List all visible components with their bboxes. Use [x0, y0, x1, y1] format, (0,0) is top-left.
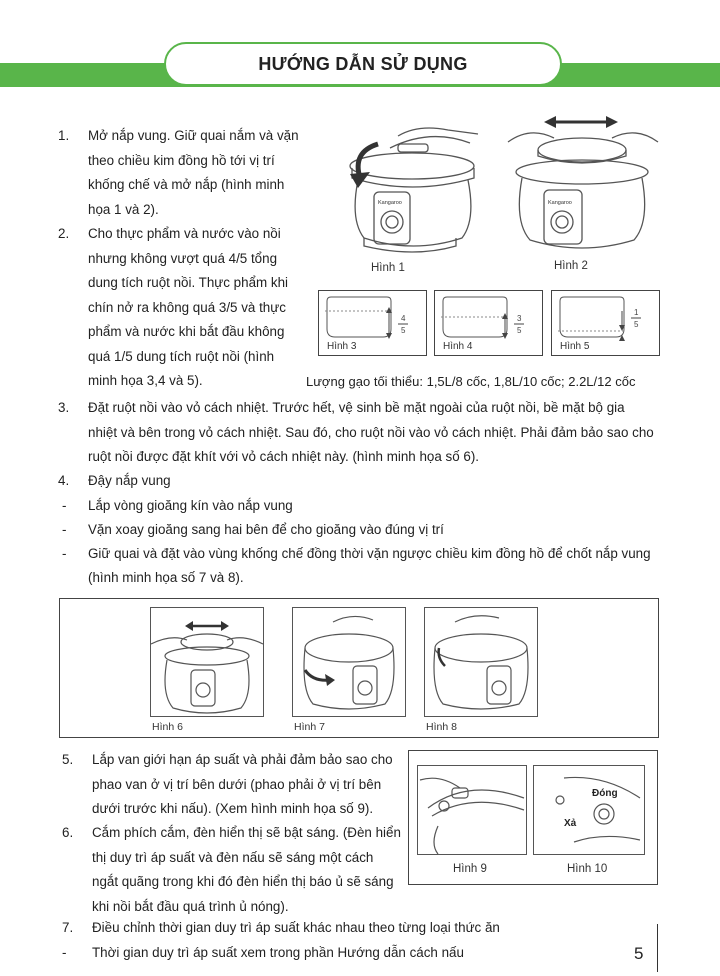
figure-8-illustration	[425, 608, 537, 716]
step-6-line: thị duy trì áp suất và đèn nấu sẽ sáng một cách	[92, 849, 374, 865]
page-number: 5	[634, 944, 644, 963]
step-2-line: quá 1/5 dung tích ruột nồi (hình	[88, 348, 275, 364]
figure-5-box	[551, 290, 660, 356]
step-4-continuation: (hình minh họa số 7 và 8).	[88, 570, 244, 585]
figure-1-illustration	[330, 118, 490, 268]
step-6-line: Cắm phích cắm, đèn hiển thị sẽ bật sáng. (Đèn hiển	[92, 825, 401, 840]
step-4-title: Đậy nắp vung	[88, 473, 171, 488]
figure-6-caption: Hình 6	[152, 721, 183, 733]
step-6-number: 6.	[62, 825, 74, 840]
figure-10-caption: Hình 10	[567, 863, 608, 875]
step-4-bullet: Lắp vòng gioăng kín vào nắp vung	[88, 498, 293, 513]
step-4-bullet: Vặn xoay gioăng sang hai bên để cho gioăng vào đúng vị trí	[88, 522, 444, 537]
step-2-line: phẩm và nước khi bắt đầu không	[88, 324, 285, 339]
step-4-number: 4.	[58, 473, 70, 488]
figure-9-caption: Hình 9	[453, 863, 487, 875]
step-5-line: Lắp van giới hạn áp suất và phải đảm bảo sao cho	[92, 752, 393, 767]
figure-8-caption: Hình 8	[426, 721, 457, 733]
bullet-dash: -	[62, 522, 67, 537]
bullet-dash: -	[62, 546, 67, 561]
step-5-line: dưới trước khi nấu). (Xem hình minh họa số 9).	[92, 801, 374, 816]
figure-7-caption: Hình 7	[294, 721, 325, 733]
figure-2-brand: Kangaroo	[548, 200, 572, 206]
figure-10-illustration	[534, 766, 644, 854]
step-6-line: khi nồi bắt đầu quá trình ủ nóng).	[92, 898, 289, 914]
figure-1-caption: Hình 1	[371, 262, 405, 274]
figure-9-box	[417, 765, 527, 855]
header-title-box	[164, 42, 562, 86]
step-7-text: Điều chỉnh thời gian duy trì áp suất khác nhau theo từng loại thức ăn	[92, 920, 500, 935]
step-3-text	[88, 396, 688, 470]
step-3-number: 3.	[58, 400, 70, 415]
step-6-text	[92, 821, 404, 919]
step-6-line: ngắt quãng trong khi đó đèn hiển thị báo ủ sẽ sáng	[92, 874, 394, 889]
step-5-line: phao van ở vị trí bên dưới (phao phải ở vị trí bên	[92, 776, 382, 792]
figure-7-illustration	[293, 608, 405, 716]
fraction-numerator: 1	[634, 308, 639, 317]
step-2-line: nhưng không vượt quá 4/5 tổng	[88, 250, 278, 266]
step-3-line: ruột nồi được đặt khít với vỏ cách nhiệt này. (hình minh họa số 6).	[88, 449, 480, 464]
figure-7-box	[292, 607, 406, 717]
fraction-denominator: 5	[634, 320, 639, 329]
figure-4-box	[434, 290, 543, 356]
step-1-line: họa 1 và 2).	[88, 201, 159, 217]
step-2-line: Cho thực phẩm và nước vào nồi	[88, 226, 281, 241]
figures-6-8-frame	[59, 598, 659, 738]
valve-closed-label: Đóng	[592, 788, 618, 799]
figure-5-caption: Hình 5	[560, 341, 590, 352]
step-1-line: theo chiều kim đồng hồ tới vị trí	[88, 152, 275, 168]
step-4-bullet: Giữ quai và đặt vào vùng khống chế đồng thời vặn ngược chiều kim đồng hồ để chốt nắp vung	[88, 546, 651, 561]
step-2-line: minh họa 3,4 và 5).	[88, 373, 203, 388]
figure-2-caption: Hình 2	[554, 260, 588, 272]
fraction-denominator: 5	[401, 326, 406, 335]
bullet-dash: -	[62, 945, 67, 960]
step-2-line: dung tích ruột nồi. Thực phẩm khi	[88, 275, 289, 290]
figure-3-caption: Hình 3	[327, 341, 357, 352]
figures-9-10-frame	[408, 750, 658, 885]
figure-9-illustration	[418, 766, 526, 854]
step-1-number: 1.	[58, 128, 70, 143]
page-title: HƯỚNG DẪN SỬ DỤNG	[258, 53, 468, 74]
figure-4-caption: Hình 4	[443, 341, 473, 352]
fraction-numerator: 3	[517, 314, 522, 323]
step-7-bullet: Thời gian duy trì áp suất xem trong phần Hướng dẫn cách nấu	[92, 945, 464, 960]
step-3-line: nhiệt và bên trong vỏ cách nhiệt. Sau đó, cho ruột nồi vào vỏ cách nhiệt. Phải đảm bảo sao cho	[88, 424, 654, 440]
fraction-denominator: 5	[517, 326, 522, 335]
step-1-line: khống chế và mở nắp (hình minh	[88, 177, 285, 192]
figure-2-illustration	[498, 108, 668, 258]
figure-8-box	[424, 607, 538, 717]
figure-6-box	[150, 607, 264, 717]
step-5-text	[92, 748, 402, 822]
step-2-line: chín nở ra không quá 3/5 và thực	[88, 299, 286, 315]
page-number-divider	[657, 924, 658, 972]
figure-1-brand: Kangaroo	[378, 200, 402, 206]
step-3-line: Đặt ruột nồi vào vỏ cách nhiệt. Trước hết, vệ sinh bề mặt ngoài của ruột nồi, bề mặt bộ gia	[88, 400, 625, 415]
step-5-number: 5.	[62, 752, 74, 767]
fraction-numerator: 4	[401, 314, 406, 323]
step-1-line: Mở nắp vung. Giữ quai nắm và vặn	[88, 128, 299, 143]
valve-release-label: Xả	[564, 818, 577, 829]
step-2-text	[88, 222, 313, 394]
step-1-text	[88, 124, 313, 222]
figure-10-box	[533, 765, 645, 855]
bullet-dash: -	[62, 498, 67, 513]
figure-6-illustration	[151, 608, 263, 716]
step-2-number: 2.	[58, 226, 70, 241]
rice-note: Lượng gạo tối thiểu: 1,5L/8 cốc, 1,8L/10 cốc; 2.2L/12 cốc	[306, 374, 636, 389]
figure-3-box	[318, 290, 427, 356]
step-7-number: 7.	[62, 920, 74, 935]
